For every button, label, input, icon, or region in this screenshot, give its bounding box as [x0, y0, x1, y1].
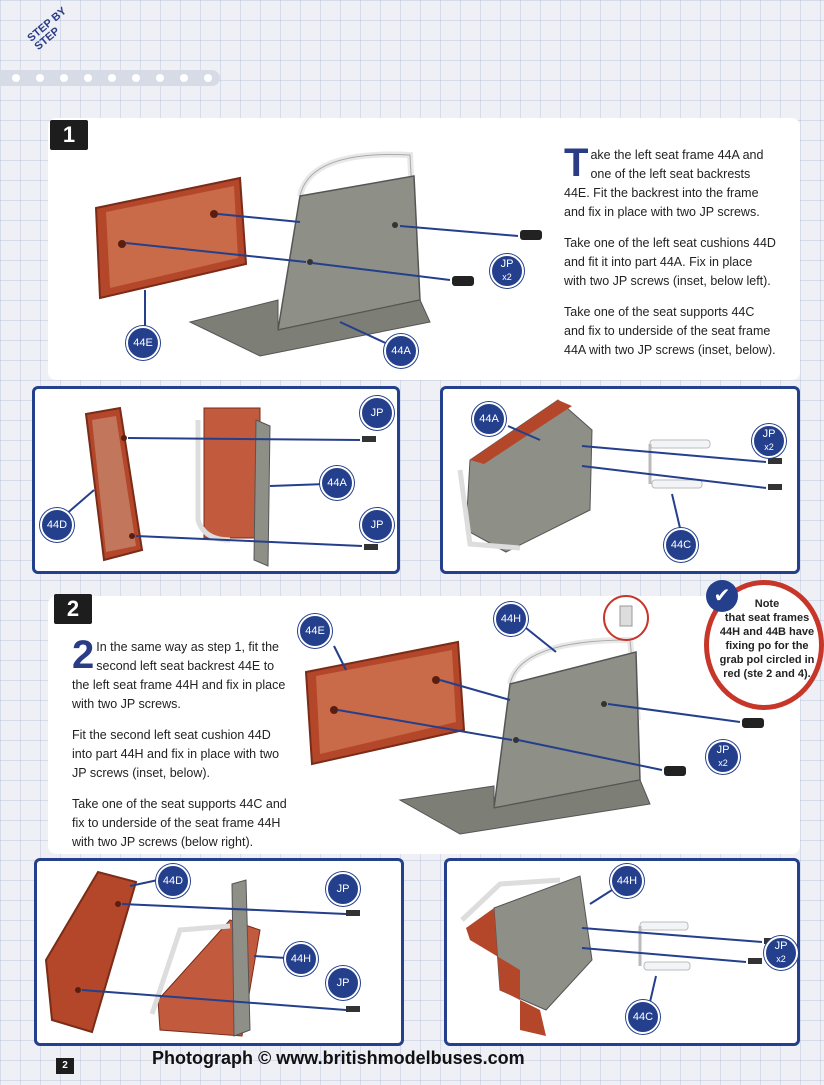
- checkmark-icon: ✔: [706, 580, 738, 612]
- step2-badge: 2: [54, 594, 92, 624]
- note-text: that seat frames 44H and 44B have fixing po for the grab pol circled in red (ste 2 and 4).: [719, 612, 815, 680]
- label-44A-step1: 44A: [384, 334, 418, 368]
- label-44A-inset2: 44A: [472, 402, 506, 436]
- label-JP-inset3-bottom: JP: [326, 966, 360, 1000]
- label-44D-inset3: 44D: [156, 864, 190, 898]
- label-44D-inset1: 44D: [40, 508, 74, 542]
- page-number: 2: [56, 1058, 74, 1074]
- label-44A-inset1: 44A: [320, 466, 354, 500]
- label-JP-inset1-top: JP: [360, 396, 394, 430]
- label-JP-inset4: JP x2: [764, 936, 798, 970]
- label-JP-inset1-bottom: JP: [360, 508, 394, 542]
- label-JP-inset3-top: JP: [326, 872, 360, 906]
- label-44H-step2: 44H: [494, 602, 528, 636]
- note-title: Note: [754, 598, 780, 610]
- label-44H-inset4: 44H: [610, 864, 644, 898]
- label-JP-step2: JP x2: [706, 740, 740, 774]
- label-JP-step1: JP x2: [490, 254, 524, 288]
- label-44E-step1: 44E: [126, 326, 160, 360]
- label-44C-inset4: 44C: [626, 1000, 660, 1034]
- label-JP-inset2: JP x2: [752, 424, 786, 458]
- label-44H-inset3: 44H: [284, 942, 318, 976]
- photo-credit: Photograph © www.britishmodelbuses.com: [152, 1048, 525, 1068]
- label-44C-inset2: 44C: [664, 528, 698, 562]
- step2-instructions: 2 In the same way as step 1, fit the second left seat backrest 44E to the left seat frame 44H and fix in place with two JP screws. Fit the second left seat cushion 44D into part 44H and fix in place with two JP screws (inset, below). Take one of the seat supports 44C and fix to underside of the seat frame 44H with two JP screws (below right).: [72, 633, 287, 849]
- label-44E-step2: 44E: [298, 614, 332, 648]
- step-by-step-tag: STEP BY STEP: [25, 5, 69, 53]
- step1-badge: 1: [50, 120, 88, 150]
- step1-instructions: Take the left seat frame 44A and one of the left seat backrests 44E. Fit the backrest into the frame and fix in place with two JP screws. Take one of the left seat cushions 44D and fit it into part 44A. Fix in place with two JP screws (inset, below left). Take one of the seat supports 44C and fix to underside of the seat frame 44A with two JP screws (inset, below).: [564, 141, 776, 357]
